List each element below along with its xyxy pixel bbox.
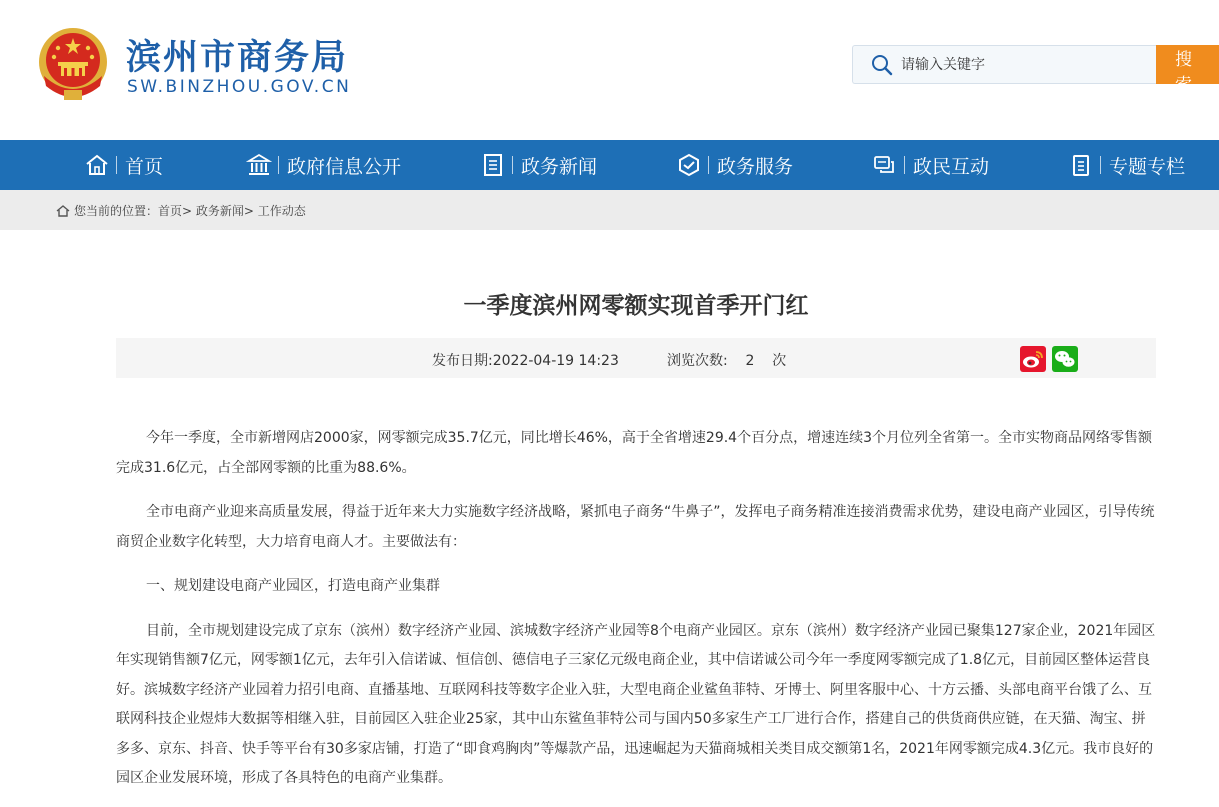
- search-button[interactable]: 搜 索: [1156, 45, 1219, 84]
- nav-item-special[interactable]: [1068, 140, 1185, 190]
- home-icon: [84, 152, 110, 178]
- article-paragraph: 今年一季度，全市新增网店2000家，网零额完成35.7亿元，同比增长46%，高于全省增速29.4个百分点，增速连续3个月位列全省第一。全市实物商品网络零售额完成31.6亿元，占全部网零额的比重为88.6%。: [116, 430, 1152, 476]
- nav-separator: [512, 156, 513, 174]
- chat-icon: [872, 152, 898, 178]
- views-unit: 次: [772, 353, 787, 369]
- view-count: [667, 350, 786, 370]
- publish-date: 发布日期:2022-04-19 14:23: [432, 353, 619, 369]
- breadcrumb: [56, 202, 306, 219]
- nav-item-home[interactable]: [84, 140, 163, 190]
- nav-item-label: 政务新闻: [521, 155, 598, 178]
- nav-item-label: 政府信息公开: [287, 155, 402, 178]
- service-icon: [676, 152, 702, 178]
- nav-item-gov-info[interactable]: [246, 140, 401, 190]
- nav-separator: [708, 156, 709, 174]
- nav-item-label: 专题专栏: [1109, 155, 1186, 178]
- site-header: [0, 0, 1219, 140]
- nav-item-news[interactable]: [480, 140, 597, 190]
- list-icon: [1068, 152, 1094, 178]
- nav-separator: [278, 156, 279, 174]
- nav-item-label: 政民互动: [913, 155, 990, 178]
- breadcrumb-bar: [0, 190, 1219, 230]
- article-title: 一季度滨州网零额实现首季开门红: [463, 293, 809, 319]
- nav-separator: [116, 156, 117, 174]
- weibo-share-icon[interactable]: [1020, 346, 1046, 372]
- nav-item-label: 首页: [125, 155, 164, 178]
- search-input[interactable]: [901, 46, 1151, 83]
- site-name[interactable]: 滨州市商务局: [126, 38, 349, 78]
- site-domain: SW.BINZHOU.GOV.CN: [127, 77, 352, 97]
- nav-item-interaction[interactable]: [872, 140, 989, 190]
- building-icon: [246, 152, 272, 178]
- search-box: [852, 45, 1157, 84]
- breadcrumb-text[interactable]: 您当前的位置：首页> 政务新闻> 工作动态: [74, 204, 306, 218]
- national-emblem-icon[interactable]: [34, 24, 112, 106]
- views-count: 2: [745, 353, 755, 369]
- document-icon: [480, 152, 506, 178]
- article-paragraph: 目前，全市规划建设完成了京东（滨州）数字经济产业园、滨城数字经济产业园等8个电商产业园区。京东（滨州）数字经济产业园已聚集127家企业，2021年园区年实现销售额7亿元，网零额1亿元，去年引入信诺诚、恒信创、德信电子三家亿元级电商企业，其中信诺诚公司今年一季度网零额完成了1.8亿元，目前园区整体运营良好。滨城数字经济产业园着力招引电商、直播基地、互联网科技等数字企业入驻，大型电商企业鲨鱼菲特、牙博士、阿里客服中心、十方云播、头部电商平台饿了么、互联网科技企业煜炜大数据等相继入驻，目前园区入驻企业25家，其中山东鲨鱼菲特公司与国内50多家生产工厂进行合作，搭建自己的供货商供应链，在天猫、淘宝、拼多多、京东、抖音、快手等平台有30多家店铺，打造了“即食鸡胸肉”等爆款产品，迅速崛起为天猫商城相关类目成交额第1名，2021年网零额完成4.3亿元。我市良好的园区企业发展环境，形成了各具特色的电商产业集群。: [116, 622, 1156, 786]
- nav-item-services[interactable]: [676, 140, 793, 190]
- nav-separator: [904, 156, 905, 174]
- home-icon: [56, 204, 70, 218]
- article-paragraph: 全市电商产业迎来高质量发展，得益于近年来大力实施数字经济战略，紧抓电子商务“牛鼻子”，发挥电子商务精准连接消费需求优势，建设电商产业园区，引导传统商贸企业数字化转型，大力培育电商人才。主要做法有：: [116, 504, 1155, 550]
- wechat-share-icon[interactable]: [1052, 346, 1078, 372]
- search-icon: [871, 54, 893, 76]
- article-body: [116, 424, 1156, 807]
- nav-item-label: 政务服务: [717, 155, 794, 178]
- article-paragraph: 一、规划建设电商产业园区，打造电商产业集群: [146, 578, 440, 594]
- main-nav: [0, 140, 1219, 190]
- nav-separator: [1100, 156, 1101, 174]
- article-meta-bar: [116, 338, 1156, 378]
- views-label: 浏览次数:: [667, 353, 728, 369]
